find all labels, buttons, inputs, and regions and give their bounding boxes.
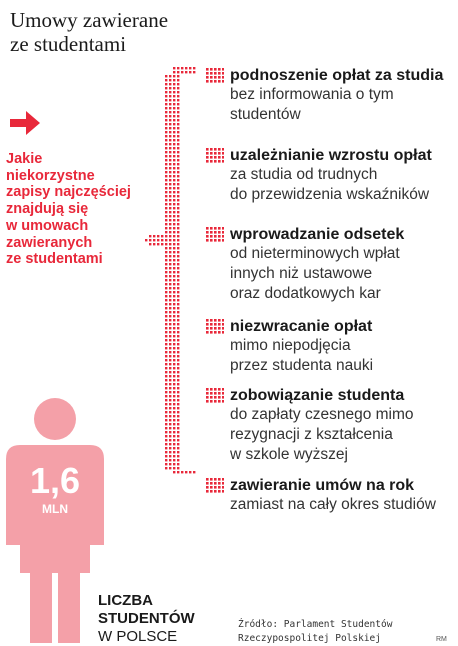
list-item	[206, 317, 454, 376]
question-line: niekorzystne	[6, 167, 95, 184]
source-line: Rzeczypospolitej Polskiej	[238, 633, 381, 644]
dotted-square-icon	[206, 148, 224, 164]
list-item	[206, 66, 454, 125]
item-description: oraz dodatkowych kar	[230, 285, 381, 302]
dotted-square-icon	[206, 68, 224, 84]
dotted-brace	[143, 67, 199, 477]
title-line-1: Umowy zawierane	[10, 8, 169, 32]
dotted-square-icon	[206, 227, 224, 243]
question-line: znajdują się	[6, 201, 89, 218]
question-text	[6, 151, 146, 268]
item-description: bez informowania o tym	[230, 86, 394, 103]
list-item	[206, 476, 454, 515]
list-item	[206, 146, 454, 205]
list-item	[206, 386, 454, 465]
question-line: zapisy najczęściej	[6, 184, 131, 201]
caption-line: W POLSCE	[98, 628, 178, 645]
item-heading: zobowiązanie studenta	[230, 387, 405, 404]
student-count-value: 1,6	[29, 460, 81, 501]
item-description: od nieterminowych wpłat	[230, 245, 400, 262]
dotted-square-icon	[206, 319, 224, 335]
student-count-caption	[98, 592, 195, 646]
arrow-right-icon	[8, 108, 42, 138]
item-description: za studia od trudnych	[230, 166, 378, 183]
question-line: Jakie	[6, 151, 43, 167]
caption-line: STUDENTÓW	[98, 610, 195, 627]
item-description: w szkole wyższej	[230, 446, 348, 463]
item-description: do zapłaty czesnego mimo	[230, 406, 414, 423]
student-count-unit: MLN	[42, 502, 68, 516]
source-line: Źródło: Parlament Studentów	[238, 619, 393, 630]
item-heading: wprowadzanie odsetek	[230, 226, 405, 243]
item-heading: niezwracanie opłat	[230, 318, 373, 335]
question-line: ze studentami	[6, 251, 103, 268]
item-heading: podnoszenie opłat za studia	[230, 67, 444, 84]
item-heading: uzależnianie wzrostu opłat	[230, 147, 432, 164]
source-note	[238, 618, 392, 646]
item-description: studentów	[230, 106, 301, 123]
person-silhouette-icon	[0, 395, 110, 645]
item-description: mimo niepodjęcia	[230, 337, 351, 354]
title-line-2: ze studentami	[10, 32, 127, 56]
question-line: w umowach	[6, 217, 89, 234]
item-description: rezygnacji z kształcenia	[230, 426, 393, 443]
item-description: do przewidzenia wskaźników	[230, 186, 430, 203]
item-description: przez studenta nauki	[230, 357, 374, 374]
list-item	[206, 225, 454, 304]
item-heading: zawieranie umów na rok	[230, 477, 415, 494]
page-title	[10, 8, 210, 56]
dotted-square-icon	[206, 388, 224, 404]
caption-line: LICZBA	[98, 592, 153, 609]
item-description: innych niż ustawowe	[230, 265, 373, 282]
dotted-square-icon	[206, 478, 224, 494]
question-line: zawieranych	[6, 234, 93, 251]
item-description: zamiast na cały okres studiów	[230, 496, 436, 513]
author-credit: RM	[436, 636, 447, 643]
